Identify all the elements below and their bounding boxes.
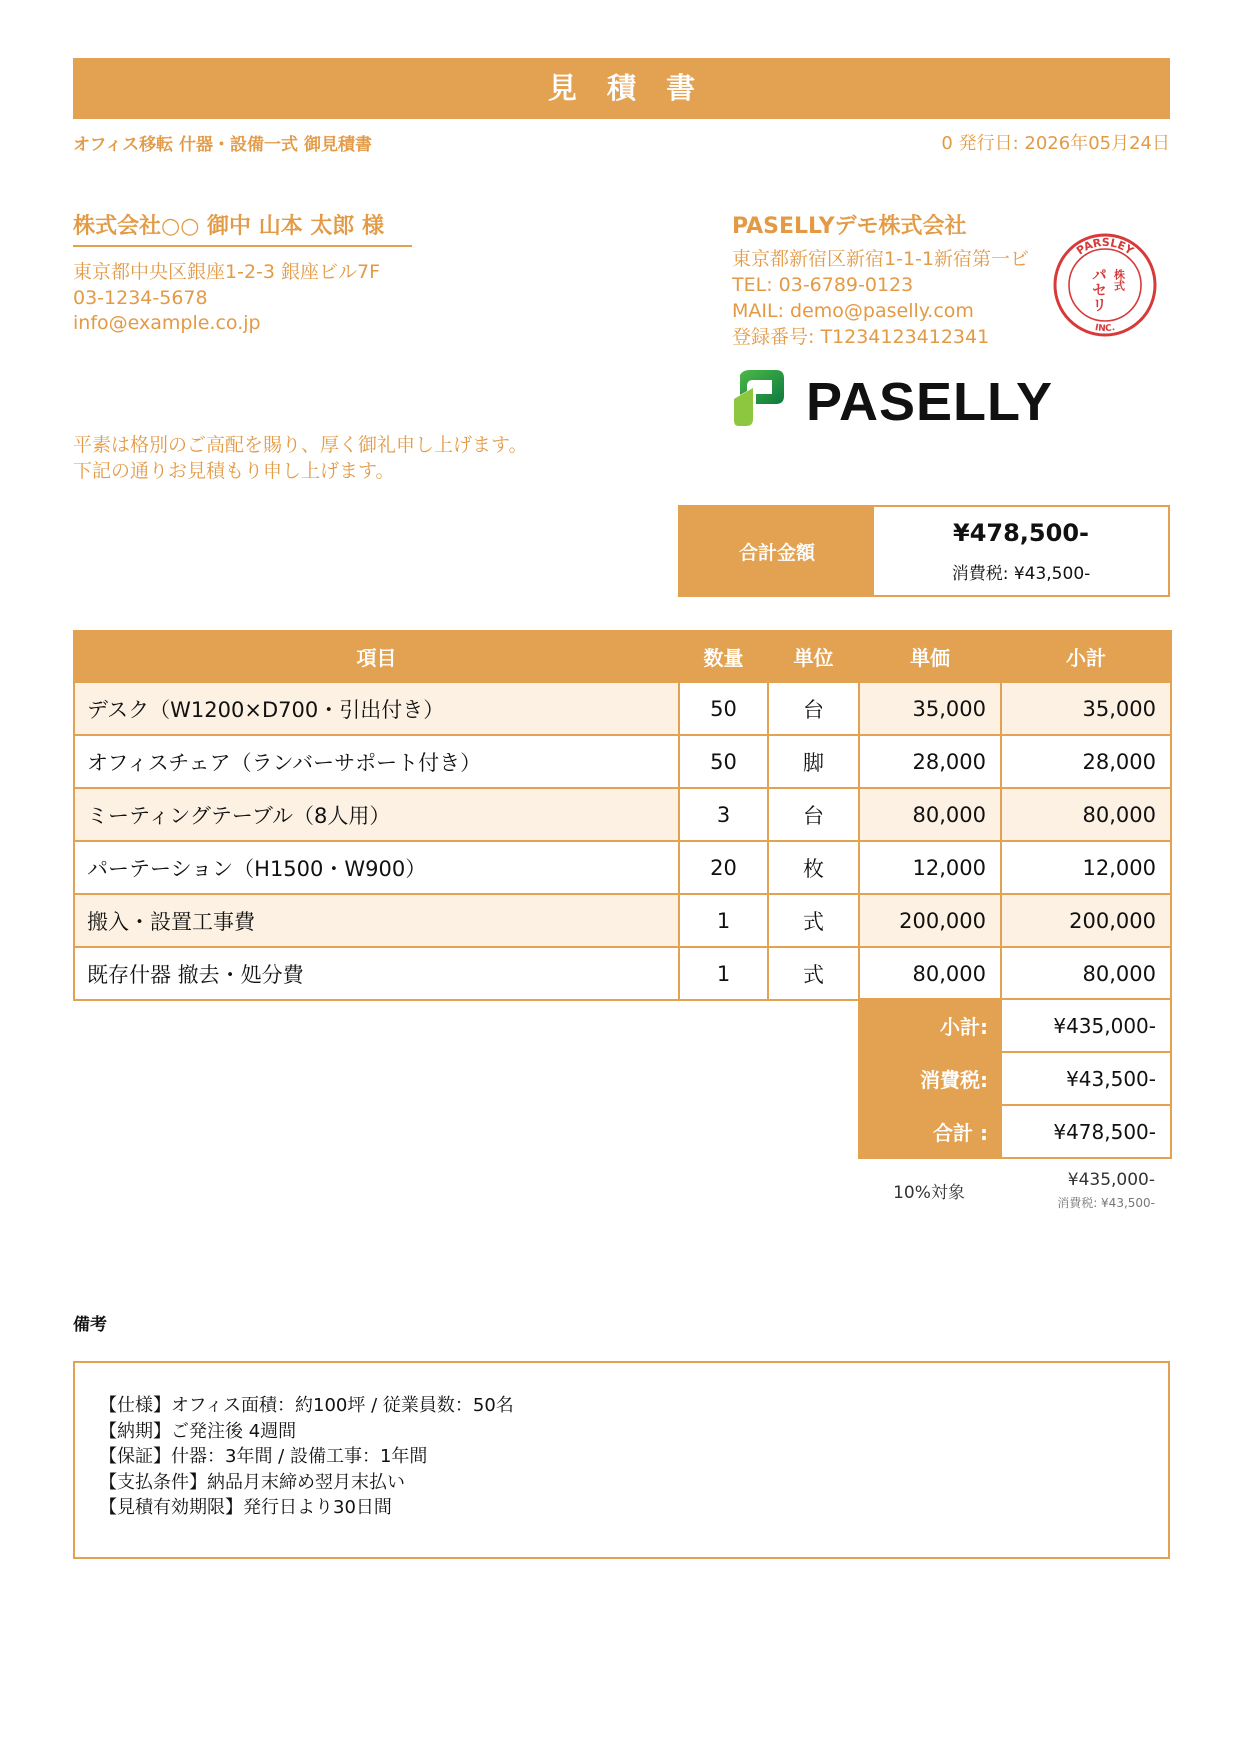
unit-cell: 枚 xyxy=(768,841,859,894)
header-unit: 単位 xyxy=(768,631,859,682)
notes-line: 【保証】什器：3年間 / 設備工事：1年間 xyxy=(99,1446,428,1467)
unit-cell: 脚 xyxy=(768,735,859,788)
item-cell: パーテーション（H1500・W900） xyxy=(74,841,679,894)
total-amount-box xyxy=(678,505,1170,597)
table-header-row xyxy=(74,631,1171,682)
greeting-line: 平素は格別のご高配を賜り、厚く御礼申し上げます。 xyxy=(73,434,528,456)
unit-cell: 台 xyxy=(768,682,859,735)
table-row xyxy=(74,894,1171,947)
unit-cell: 式 xyxy=(768,947,859,1000)
header-unit-price: 単価 xyxy=(859,631,1001,682)
table-row xyxy=(74,735,1171,788)
total-amount: ¥478,500- xyxy=(953,519,1089,547)
summary-table xyxy=(858,998,1172,1159)
header-subtotal: 小計 xyxy=(1001,631,1171,682)
subtotal-cell: 200,000 xyxy=(1001,894,1171,947)
document-title: 見 積 書 xyxy=(547,71,706,105)
quantity-cell: 3 xyxy=(679,788,768,841)
summary-label: 小計: xyxy=(859,999,1001,1052)
item-cell: 搬入・設置工事費 xyxy=(74,894,679,947)
item-cell: オフィスチェア（ランバーサポート付き） xyxy=(74,735,679,788)
greeting-line: 下記の通りお見積もり申し上げます。 xyxy=(73,460,395,482)
client-name: 株式会社○○ 御中 山本 太郎 様 xyxy=(73,214,412,247)
seal-center-sub-text: 株式 xyxy=(1112,269,1126,291)
estimate-subject: オフィス移転 什器・設備一式 御見積書 xyxy=(73,135,372,155)
client-info xyxy=(73,260,380,337)
seal-center-main-text: パセリ xyxy=(1090,267,1108,312)
seal-ring-top-text: PARSLEY xyxy=(1074,235,1136,258)
tax-amount: 消費税: ¥43,500- xyxy=(1057,1196,1155,1210)
subtotal-cell: 12,000 xyxy=(1001,841,1171,894)
item-cell: ミーティングテーブル（8人用） xyxy=(74,788,679,841)
company-seal xyxy=(1051,231,1159,339)
subtotal-cell: 28,000 xyxy=(1001,735,1171,788)
quantity-cell: 1 xyxy=(679,947,768,1000)
greeting xyxy=(73,432,527,484)
unit-price-cell: 200,000 xyxy=(859,894,1001,947)
quantity-cell: 50 xyxy=(679,735,768,788)
issuer-registration: 登録番号: T1234123412341 xyxy=(732,326,990,348)
notes-line: 【納期】ご発注後 4週間 xyxy=(99,1420,297,1442)
total-amount-value-cell xyxy=(874,507,1168,595)
quantity-cell: 20 xyxy=(679,841,768,894)
summary-row-tax xyxy=(859,1052,1171,1105)
table-row xyxy=(74,682,1171,735)
notes-box xyxy=(73,1361,1170,1559)
summary-label: 合計 : xyxy=(859,1105,1001,1158)
issuer-mail: MAIL: demo@paselly.com xyxy=(732,300,974,322)
notes-line: 【仕様】オフィス面積：約100坪 / 従業員数：50名 xyxy=(99,1395,514,1416)
table-row xyxy=(74,841,1171,894)
items-table xyxy=(73,630,1172,1001)
client-tel: 03-1234-5678 xyxy=(73,286,208,309)
taxable-amount: ¥435,000- xyxy=(1067,1170,1155,1190)
item-cell: 既存什器 撤去・処分費 xyxy=(74,947,679,1000)
item-cell: デスク（W1200×D700・引出付き） xyxy=(74,682,679,735)
summary-row-subtotal xyxy=(859,999,1171,1052)
subtotal-cell: 80,000 xyxy=(1001,788,1171,841)
tax-rate-label: 10%対象 xyxy=(893,1183,965,1203)
total-tax: 消費税: ¥43,500- xyxy=(951,564,1091,584)
client-email: info@example.co.jp xyxy=(73,312,261,334)
issuer-tel: TEL: 03-6789-0123 xyxy=(732,274,914,296)
quantity-cell: 50 xyxy=(679,682,768,735)
unit-cell: 台 xyxy=(768,788,859,841)
tax-breakdown xyxy=(1000,1168,1155,1211)
unit-price-cell: 12,000 xyxy=(859,841,1001,894)
total-amount-label: 合計金額 xyxy=(680,507,874,595)
issuer-address: 東京都新宿区新宿1-1-1新宿第一ビ xyxy=(732,248,1029,270)
notes-title: 備考 xyxy=(73,1315,107,1335)
summary-value: ¥478,500- xyxy=(1001,1105,1171,1158)
unit-price-cell: 35,000 xyxy=(859,682,1001,735)
notes-line: 【支払条件】納品月末締め翌月末払い xyxy=(99,1471,405,1493)
table-row xyxy=(74,947,1171,1000)
subtotal-cell: 80,000 xyxy=(1001,947,1171,1000)
issuer-info xyxy=(732,246,1029,350)
quantity-cell: 1 xyxy=(679,894,768,947)
summary-label: 消費税: xyxy=(859,1052,1001,1105)
notes-line: 【見積有効期限】発行日より30日間 xyxy=(99,1497,392,1518)
paselly-logo-text: PASELLY xyxy=(806,372,1054,432)
summary-value: ¥43,500- xyxy=(1001,1052,1171,1105)
unit-price-cell: 80,000 xyxy=(859,788,1001,841)
unit-price-cell: 80,000 xyxy=(859,947,1001,1000)
unit-cell: 式 xyxy=(768,894,859,947)
summary-row-total xyxy=(859,1105,1171,1158)
client-address: 東京都中央区銀座1-2-3 銀座ビル7F xyxy=(73,261,381,283)
subtotal-cell: 35,000 xyxy=(1001,682,1171,735)
table-row xyxy=(74,788,1171,841)
issue-date: 0 発行日: 2026年05月24日 xyxy=(941,133,1170,154)
seal-ring-bottom-text: INC. xyxy=(1094,322,1116,335)
unit-price-cell: 28,000 xyxy=(859,735,1001,788)
summary-value: ¥435,000- xyxy=(1001,999,1171,1052)
issuer-name: PASELLYデモ株式会社 xyxy=(732,214,967,239)
header-item: 項目 xyxy=(74,631,679,682)
paselly-logo-icon xyxy=(732,368,786,428)
document-title-bar xyxy=(73,58,1170,119)
header-quantity: 数量 xyxy=(679,631,768,682)
